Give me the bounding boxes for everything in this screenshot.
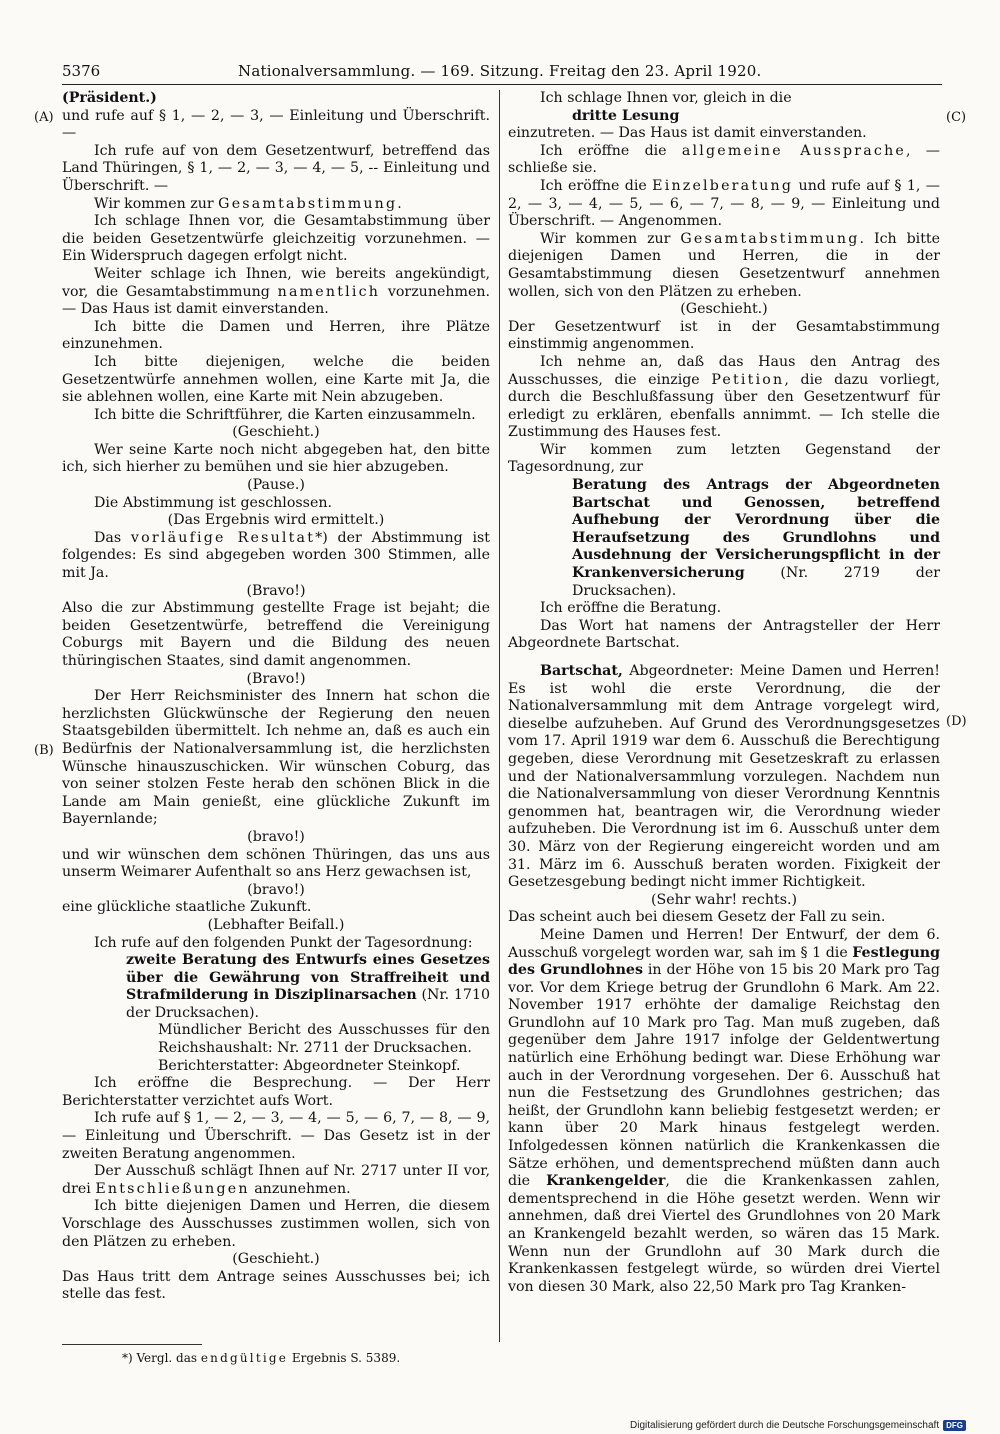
spacer (508, 653, 940, 663)
margin-mark-b: (B) (34, 743, 54, 758)
paragraph: Der Herr Reichsminister des Innern hat schon die herzlichsten Glückwünsche der Regierung den neuen Staatsgebilden übermittelt. Ich nehme an, daß es auch ein Bedürfnis der Nationalversammlung ist, die herzlichsten Wünsche hinauszuschicken. Wir wünschen Coburg, das von seiner stolzen Feste herab den schönen Blick in die Lande am Main genießt, eine glückliche Zukunft im Bayernlande; (62, 688, 490, 828)
agenda-item-ref: (Nr. 1710 der Drucksachen). (126, 987, 491, 1021)
text-run: Der Ausschuß schlägt Ihnen auf Nr. 2717 unter II vor, drei (62, 1163, 490, 1197)
paragraph: Das Haus tritt dem Antrage seines Ausschusses bei; ich stelle das fest. (62, 1268, 490, 1303)
text-run: Ergebnis S. 5389. (288, 1350, 401, 1365)
text-run: anzunehmen. (249, 1180, 351, 1197)
paragraph: Wer seine Karte noch nicht abgegeben hat, den bitte ich, sich hierher zu bemühen und sie hier abzugeben. (62, 441, 490, 476)
spaced-text: vorläufige Resultat (130, 529, 316, 546)
page-number: 5376 (62, 62, 101, 80)
paragraph (62, 1163, 490, 1198)
margin-mark-c: (C) (946, 110, 967, 125)
bold-text: Festlegung des Grundlohnes (508, 944, 940, 979)
text-run: *) der Abstimmung ist folgendes: Es sind abgegeben worden 300 Stimmen, alle mit Ja. (62, 529, 490, 582)
stage-direction: (Lebhafter Beifall.) (207, 916, 345, 933)
text-run: Weiter schlage ich Ihnen, wie bereits angekündigt, vor, die Gesamtabstimmung (62, 265, 490, 300)
text-run: , — schließe sie. (508, 142, 940, 177)
paragraph: Wir kommen zum letzten Gegenstand der Tagesordnung, zur (508, 441, 940, 476)
agenda-item (508, 477, 940, 600)
text-run: vorzunehmen. — Das Haus ist damit einverstanden. (62, 283, 490, 318)
paragraph (508, 663, 940, 892)
spaced-text: Einzelberatung (652, 177, 794, 194)
stage-direction: (Sehr wahr! rechts.) (650, 891, 798, 908)
stage-direction: (Geschieht.) (232, 1251, 320, 1268)
footnote-rule (62, 1344, 202, 1345)
agenda-item (62, 952, 490, 1022)
text-run: und rufe auf § 1, — 2, — 3, — 4, — 5, — 6, — 7, — 8, — 9, — Einleitung und Überschrift. — Angenommen. (508, 177, 940, 230)
agenda-item-ref: (Nr. 2719 der Drucksachen). (572, 565, 940, 599)
spaced-text: endgültige (200, 1350, 289, 1365)
text-run: , die dazu vorliegt, durch die Beschlußfassung über den Gesetzentwurf für erledigt zu erklären, ebenfalls annimmt. — Ich stelle die Zustimmung des Hauses fest. (508, 371, 940, 441)
header-title: Nationalversammlung. — 169. Sitzung. Freitag den 23. April 1920. (238, 62, 762, 80)
paragraph: Ich rufe auf § 1, — 2, — 3, — 4, — 5, — 6, 7, — 8, — 9, — Einleitung und Überschrift. — Das Gesetz ist in der zweiten Beratung angenommen. (62, 1110, 490, 1162)
paragraph: Ich rufe auf den folgenden Punkt der Tagesordnung: (94, 934, 473, 951)
text-run: Wir kommen zur (94, 195, 219, 212)
text-run: Ich eröffne die (540, 177, 653, 194)
agenda-item-title: Beratung des Antrags der Abgeordneten Bartschat und Genossen, betreffend Aufhebung der Verordnung über die Heraufsetzung des Grundlohns und Ausdehnung der Versicherungspflicht in der Krankenversicherung (572, 477, 940, 582)
rapporteur-note: Berichterstatter: Abgeordneter Steinkopf. (158, 1057, 461, 1074)
spaced-text: Entschließungen (95, 1180, 250, 1197)
stage-direction: (Bravo!) (246, 670, 306, 687)
text-run: Wir kommen zur (540, 230, 681, 247)
paragraph (508, 354, 940, 442)
text-run: in der Höhe von 15 bis 20 Mark pro Tag vor. Vor dem Kriege betrug der Grundlohn 6 Mark. Am 22. November 1917 erhöhte der damalige Reichstag den Grundlohn auf 10 Mark pro Tag. Man muß zugeben, daß gegenüber dem Jahre 1917 infolge der Geldentwertung natürlich eine Erhöhung bedingt war. Diese Erhöhung war auch in der Verordnung vorgesehen. Der 6. Ausschuß hat nun die Festsetzung des Grundlohnes gestrichen; das heißt, der Grundlohn kann beliebig festgesetzt werden; er kann über 20 Mark hinaus festgelegt werden. Infolgedessen können natürlich die Krankenkassen die Sätze erhöhen, und dementsprechend müßten dann auch die (508, 962, 940, 1190)
margin-mark-d: (D) (946, 714, 967, 729)
speaker-label: (Präsident.) (62, 90, 157, 106)
paragraph: Ich rufe auf von dem Gesetzentwurf, betreffend das Land Thüringen, § 1, — 2, — 3, — 4, — 5, -- Einleitung und Überschrift. — (62, 142, 490, 194)
column-divider (499, 90, 500, 1342)
paragraph: und wir wünschen dem schönen Thüringen, das uns aus unserm Weimarer Aufenthalt so ans Herz gewachsen ist, (62, 846, 490, 881)
agenda-item-title: zweite Beratung des Entwurfs eines Gesetzes über die Gewährung von Straffreiheit und Strafmilderung in Disziplinarsachen (126, 952, 490, 1004)
agenda-heading: dritte Lesung (572, 107, 680, 124)
margin-mark-a: (A) (34, 110, 54, 125)
spaced-text: Petition (711, 371, 785, 388)
paragraph (508, 178, 940, 231)
speaker-name: Bartschat, (540, 663, 623, 679)
text-run: . Ich bitte diejenigen Damen und Herren, die in der Gesamtabstimmung diesen Gesetzentwurf annehmen wollen, sich von den Plätzen zu erheben. (508, 230, 941, 300)
paragraph: Der Gesetzentwurf ist in der Gesamtabstimmung einstimmig angenommen. (508, 318, 940, 353)
paragraph: Ich bitte diejenigen Damen und Herren, die diesem Vorschlage des Ausschusses zustimmen wollen, sich von den Plätzen zu erheben. (62, 1198, 490, 1250)
spaced-text: allgemeine Aussprache (681, 142, 907, 159)
running-header (62, 60, 942, 85)
paragraph: Also die zur Abstimmung gestellte Frage ist bejaht; die beiden Gesetzentwürfe, betreffend die Vereinigung Coburgs mit Bayern und die Bildung des neuen thüringischen Staates, sind damit angenommen. (62, 600, 490, 669)
paragraph: einzutreten. — Das Haus ist damit einverstanden. (508, 125, 867, 142)
text-run: *) Vergl. das (122, 1350, 201, 1365)
bold-text: Krankengelder (546, 1173, 666, 1190)
stage-direction: (Bravo!) (246, 582, 306, 599)
paragraph: Ich eröffne die Besprechung. — Der Herr Berichterstatter verzichtet aufs Wort. (62, 1075, 490, 1109)
paragraph: Das scheint auch bei diesem Gesetz der Fall zu sein. (508, 909, 886, 926)
left-column (62, 90, 490, 1366)
text-run: Meine Damen und Herren! Der Entwurf, der dem 6. Ausschuß vorgelegt worden war, sah im § 1 die (508, 926, 940, 961)
paragraph (508, 143, 940, 178)
paragraph: Ich schlage Ihnen vor, gleich in die (540, 90, 792, 106)
paragraph: Ich bitte die Schriftführer, die Karten einzusammeln. (94, 406, 476, 423)
paragraph: eine glückliche staatliche Zukunft. (62, 899, 312, 916)
digitization-credit (630, 1420, 966, 1431)
spaced-text: Gesamtabstimmung (680, 230, 860, 247)
paragraph: Die Abstimmung ist geschlossen. (94, 494, 332, 511)
report-note: Mündlicher Bericht des Ausschusses für den Reichshaushalt: Nr. 2711 der Drucksachen. (158, 1022, 490, 1057)
paragraph: Ich bitte diejenigen, welche die beiden Gesetzentwürfe annehmen wollen, eine Karte mit Ja, die sie ablehnen wollen, eine Karte mit Nein abzugeben. (62, 353, 490, 406)
text-run: Abgeordneter: Meine Damen und Herren! Es ist wohl die erste Verordnung, die der Nationalversammlung mit dem Antrage vorgelegt wird, dieselbe aufzuheben. Auf Grund des Verordnungsgesetzes vom 17. April 1919 war dem 6. Ausschuß die Berechtigung gegeben, diese Verordnung mit Gesetzeskraft zu erlassen und der Nationalversammlung vorzulegen. Nachdem nun die Nationalversammlung von dieser Verordnung Kenntnis genommen hat, beantragen wir, die Verordnung wieder aufzuheben. Die Verordnung ist im 6. Ausschuß unter dem 30. März von der Regierung eingereicht worden und am 31. März im 6. Ausschuß beraten worden. Fixigkeit der Gesetzesgebung bedingt nicht immer Richtigkeit. (508, 663, 940, 891)
paragraph (508, 927, 940, 1296)
stage-direction: (Geschieht.) (232, 424, 320, 441)
stage-direction: (Pause.) (247, 477, 305, 494)
text-run: Das (94, 529, 131, 546)
stage-direction: (Geschieht.) (680, 301, 768, 318)
stage-direction: (bravo!) (247, 881, 305, 898)
paragraph (62, 530, 490, 583)
spaced-text: namentlich (277, 283, 381, 300)
paragraph: Ich eröffne die Beratung. (540, 600, 722, 617)
paragraph: Das Wort hat namens der Antragsteller der Herr Abgeordnete Bartschat. (508, 617, 940, 652)
text-run: Ich nehme an, daß das Haus den Antrag des Ausschusses, die einzige (508, 353, 940, 388)
paragraph: Ich bitte die Damen und Herren, ihre Plätze einzunehmen. (62, 318, 490, 353)
paragraph: und rufe auf § 1, — 2, — 3, — Einleitung und Überschrift. — (62, 107, 490, 142)
spaced-text: Gesamtabstimmung. (218, 195, 405, 212)
right-column (508, 90, 940, 1296)
stage-direction: (Das Ergebnis wird ermittelt.) (167, 512, 385, 529)
paragraph (62, 266, 490, 319)
text-run: Ich eröffne die (540, 142, 682, 159)
dfg-logo-icon: DFG (943, 1420, 966, 1431)
paragraph (62, 196, 490, 214)
text-run: , die die Krankenkassen zahlen, dementsprechend in die Höhe gesetzt werden. Wenn wir annehmen, daß drei Viertel des Grundlohnes von 20 Mark an Krankengeld bezahlt werden, so wären das 15 Mark. Wenn nun der Grundlohn auf 30 Mark durch die Krankenkassen festgelegt würde, so würden drei Viertel von diesen 30 Mark, also 22,50 Mark pro Tag Kranken- (508, 1173, 940, 1295)
credit-text: Digitalisierung gefördert durch die Deutsche Forschungsgemeinschaft (630, 1420, 940, 1431)
stage-direction: (bravo!) (247, 828, 305, 845)
paragraph: Ich schlage Ihnen vor, die Gesamtabstimmung über die beiden Gesetzentwürfe gleichzeitig vorzunehmen. — Ein Widerspruch dagegen erfolgt nicht. (62, 213, 490, 265)
paragraph (508, 231, 940, 301)
footnote (62, 1351, 490, 1366)
